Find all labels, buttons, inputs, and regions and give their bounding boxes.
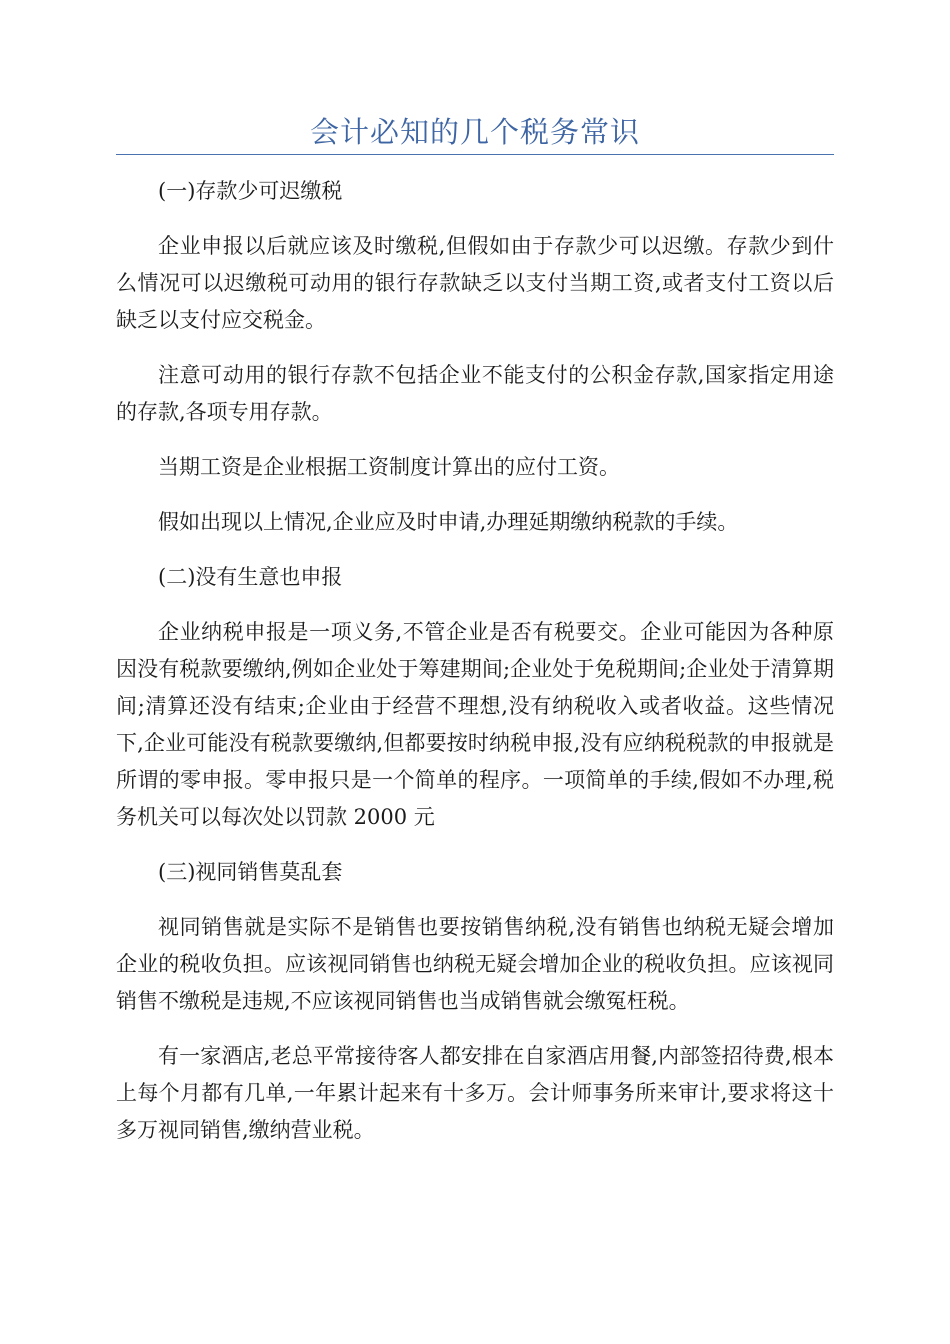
section-heading-1: (一)存款少可迟缴税 (158, 179, 343, 203)
paragraph: 当期工资是企业根据工资制度计算出的应付工资。 (158, 455, 620, 479)
paragraph: 注意可动用的银行存款不包括企业不能支付的公积金存款,国家指定用途的存款,各项专用存款。 (116, 363, 834, 424)
paragraph: 视同销售就是实际不是销售也要按销售纳税,没有销售也纳税无疑会增加企业的税收负担。应该视同销售也纳税无疑会增加企业的税收负担。应该视同销售不缴税是违规,不应该视同销售也当成销售就会缴冤枉税。 (116, 915, 834, 1013)
paragraph: 假如出现以上情况,企业应及时申请,办理延期缴纳税款的手续。 (158, 510, 739, 534)
document-body (116, 173, 834, 1167)
paragraph: 企业申报以后就应该及时缴税,但假如由于存款少可以迟缴。存款少到什么情况可以迟缴税可动用的银行存款缺乏以支付当期工资,或者支付工资以后缺乏以支付应交税金。 (116, 234, 834, 332)
document-title: 会计必知的几个税务常识 (309, 115, 640, 149)
paragraph: 有一家酒店,老总平常接待客人都安排在自家酒店用餐,内部签招待费,根本上每个月都有几单,一年累计起来有十多万。会计师事务所来审计,要求将这十多万视同销售,缴纳营业税。 (116, 1044, 834, 1142)
paragraph: 企业纳税申报是一项义务,不管企业是否有税要交。企业可能因为各种原因没有税款要缴纳,例如企业处于筹建期间;企业处于免税期间;企业处于清算期间;清算还没有结束;企业由于经营不理想,没有纳税收入或者收益。这些情况下,企业可能没有税款要缴纳,但都要按时纳税申报,没有应纳税税款的申报就是所谓的零申报。零申报只是一个简单的程序。一项简单的手续,假如不办理,税务机关可以每次处以罚款 2000 元 (116, 620, 834, 829)
section-heading-2: (二)没有生意也申报 (158, 565, 343, 589)
title-underline (116, 154, 834, 155)
section-heading-3: (三)视同销售莫乱套 (158, 860, 343, 884)
